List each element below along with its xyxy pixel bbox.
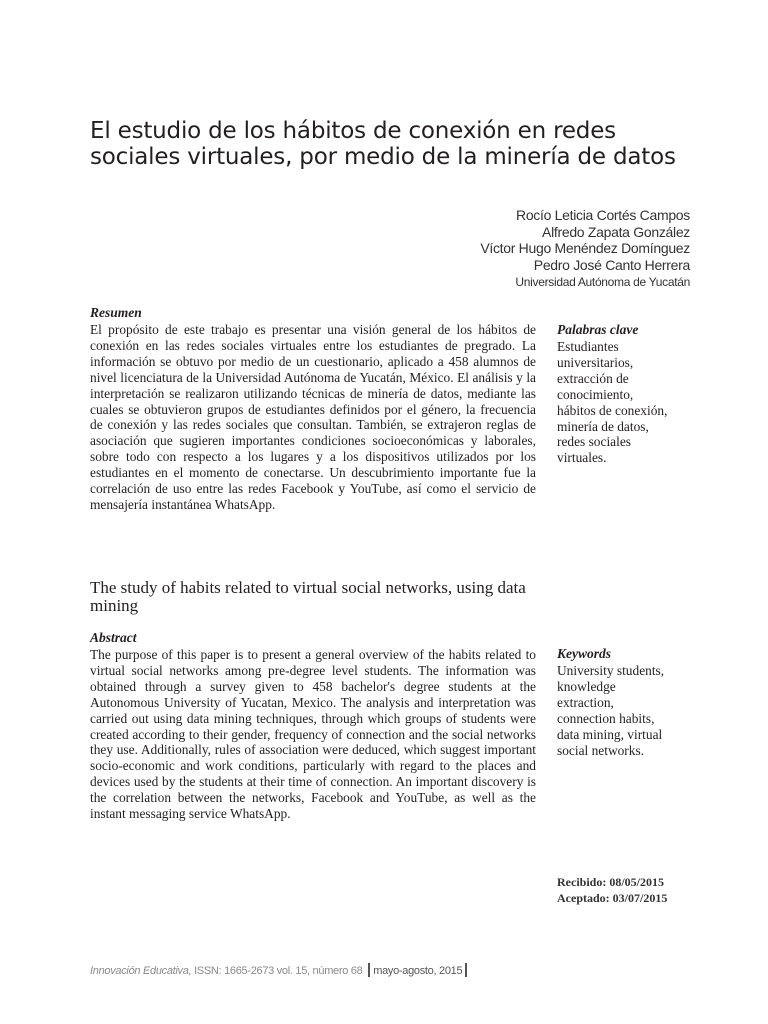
accepted-date: Aceptado: 03/07/2015 bbox=[557, 891, 668, 905]
palabras-clave-text: Estudiantes universitarios, extracción de conocimiento, hábitos de conexión, minería de datos, redes sociales virtuales. bbox=[557, 339, 668, 466]
footer-issue: mayo-agosto, 2015 bbox=[373, 965, 463, 977]
author-list bbox=[480, 207, 690, 290]
keywords-block bbox=[557, 646, 697, 758]
footer-issn: ISSN: 1665-2673 vol. 15, número 68 bbox=[191, 965, 366, 977]
author-name: Alfredo Zapata González bbox=[542, 223, 690, 240]
english-title: The study of habits related to virtual social networks, using data mining bbox=[90, 578, 526, 615]
footer-divider bbox=[465, 963, 467, 977]
footer-divider bbox=[368, 963, 370, 977]
palabras-clave-block bbox=[557, 322, 697, 466]
footer-journal: Innovación Educativa, bbox=[90, 965, 192, 977]
author-name: Rocío Leticia Cortés Campos bbox=[516, 207, 690, 223]
resumen-heading: Resumen bbox=[90, 305, 142, 320]
author-affiliation: Universidad Autónoma de Yucatán bbox=[515, 275, 690, 289]
abstract-text: The purpose of this paper is to present a general overview of the habits related to virtual social networks among pre-degree level students. The information was obtained through a survey given to 458 bachelor's degree students at the Autonomous University of Yucatan, Mexico. The analysis and interpretation was carried out using data mining techniques, through which groups of students were created according to their gender, frequency of connection and the social networks they use. Additionally, rules of association were deduced, which suggest important socio-economic and work conditions, particularly with regard to the places and devices used by the students at their time of connection. An important discovery is the correlation between the networks, Facebook and YouTube, as well as the instant messaging service WhatsApp. bbox=[90, 647, 536, 822]
author-name: Víctor Hugo Menéndez Domínguez bbox=[480, 240, 690, 256]
keywords-heading: Keywords bbox=[557, 646, 611, 661]
palabras-clave-heading: Palabras clave bbox=[557, 322, 639, 337]
received-date: Recibido: 08/05/2015 bbox=[557, 875, 664, 889]
page-footer bbox=[90, 963, 470, 977]
author-name: Pedro José Canto Herrera bbox=[533, 256, 690, 273]
submission-dates bbox=[557, 874, 667, 906]
keywords-text: University students, knowledge extraction, connection habits, data mining, virtual social networks. bbox=[557, 663, 665, 758]
abstract-heading: Abstract bbox=[90, 630, 137, 645]
article-title: El estudio de los hábitos de conexión en redes sociales virtuales, por medio de la minería de datos bbox=[90, 118, 676, 170]
resumen-text: El propósito de este trabajo es presentar una visión general de los hábitos de conexión en las redes sociales virtuales entre los estudiantes de pregrado. La información se obtuvo por medio de un cuestionario, aplicado a 458 alumnos de nivel licenciatura de la Universidad Autónoma de Yucatán, México. El análisis y la interpretación se realizaron utilizando técnicas de minería de datos, mediante las cuales se obtuvieron grupos de estudiantes definidos por el género, la frecuencia de conexión y las redes sociales que consultan. También, se extrajeron reglas de asociación que sugieren importantes condiciones socioeconómicas y laborales, sobre todo con respecto a los lugares y a los dispositivos utilizados por los estudiantes en el momento de conectarse. Un descubrimiento importante fue la correlación de uso entre las redes Facebook y YouTube, así como el servicio de mensajería instantánea WhatsApp. bbox=[90, 322, 536, 512]
